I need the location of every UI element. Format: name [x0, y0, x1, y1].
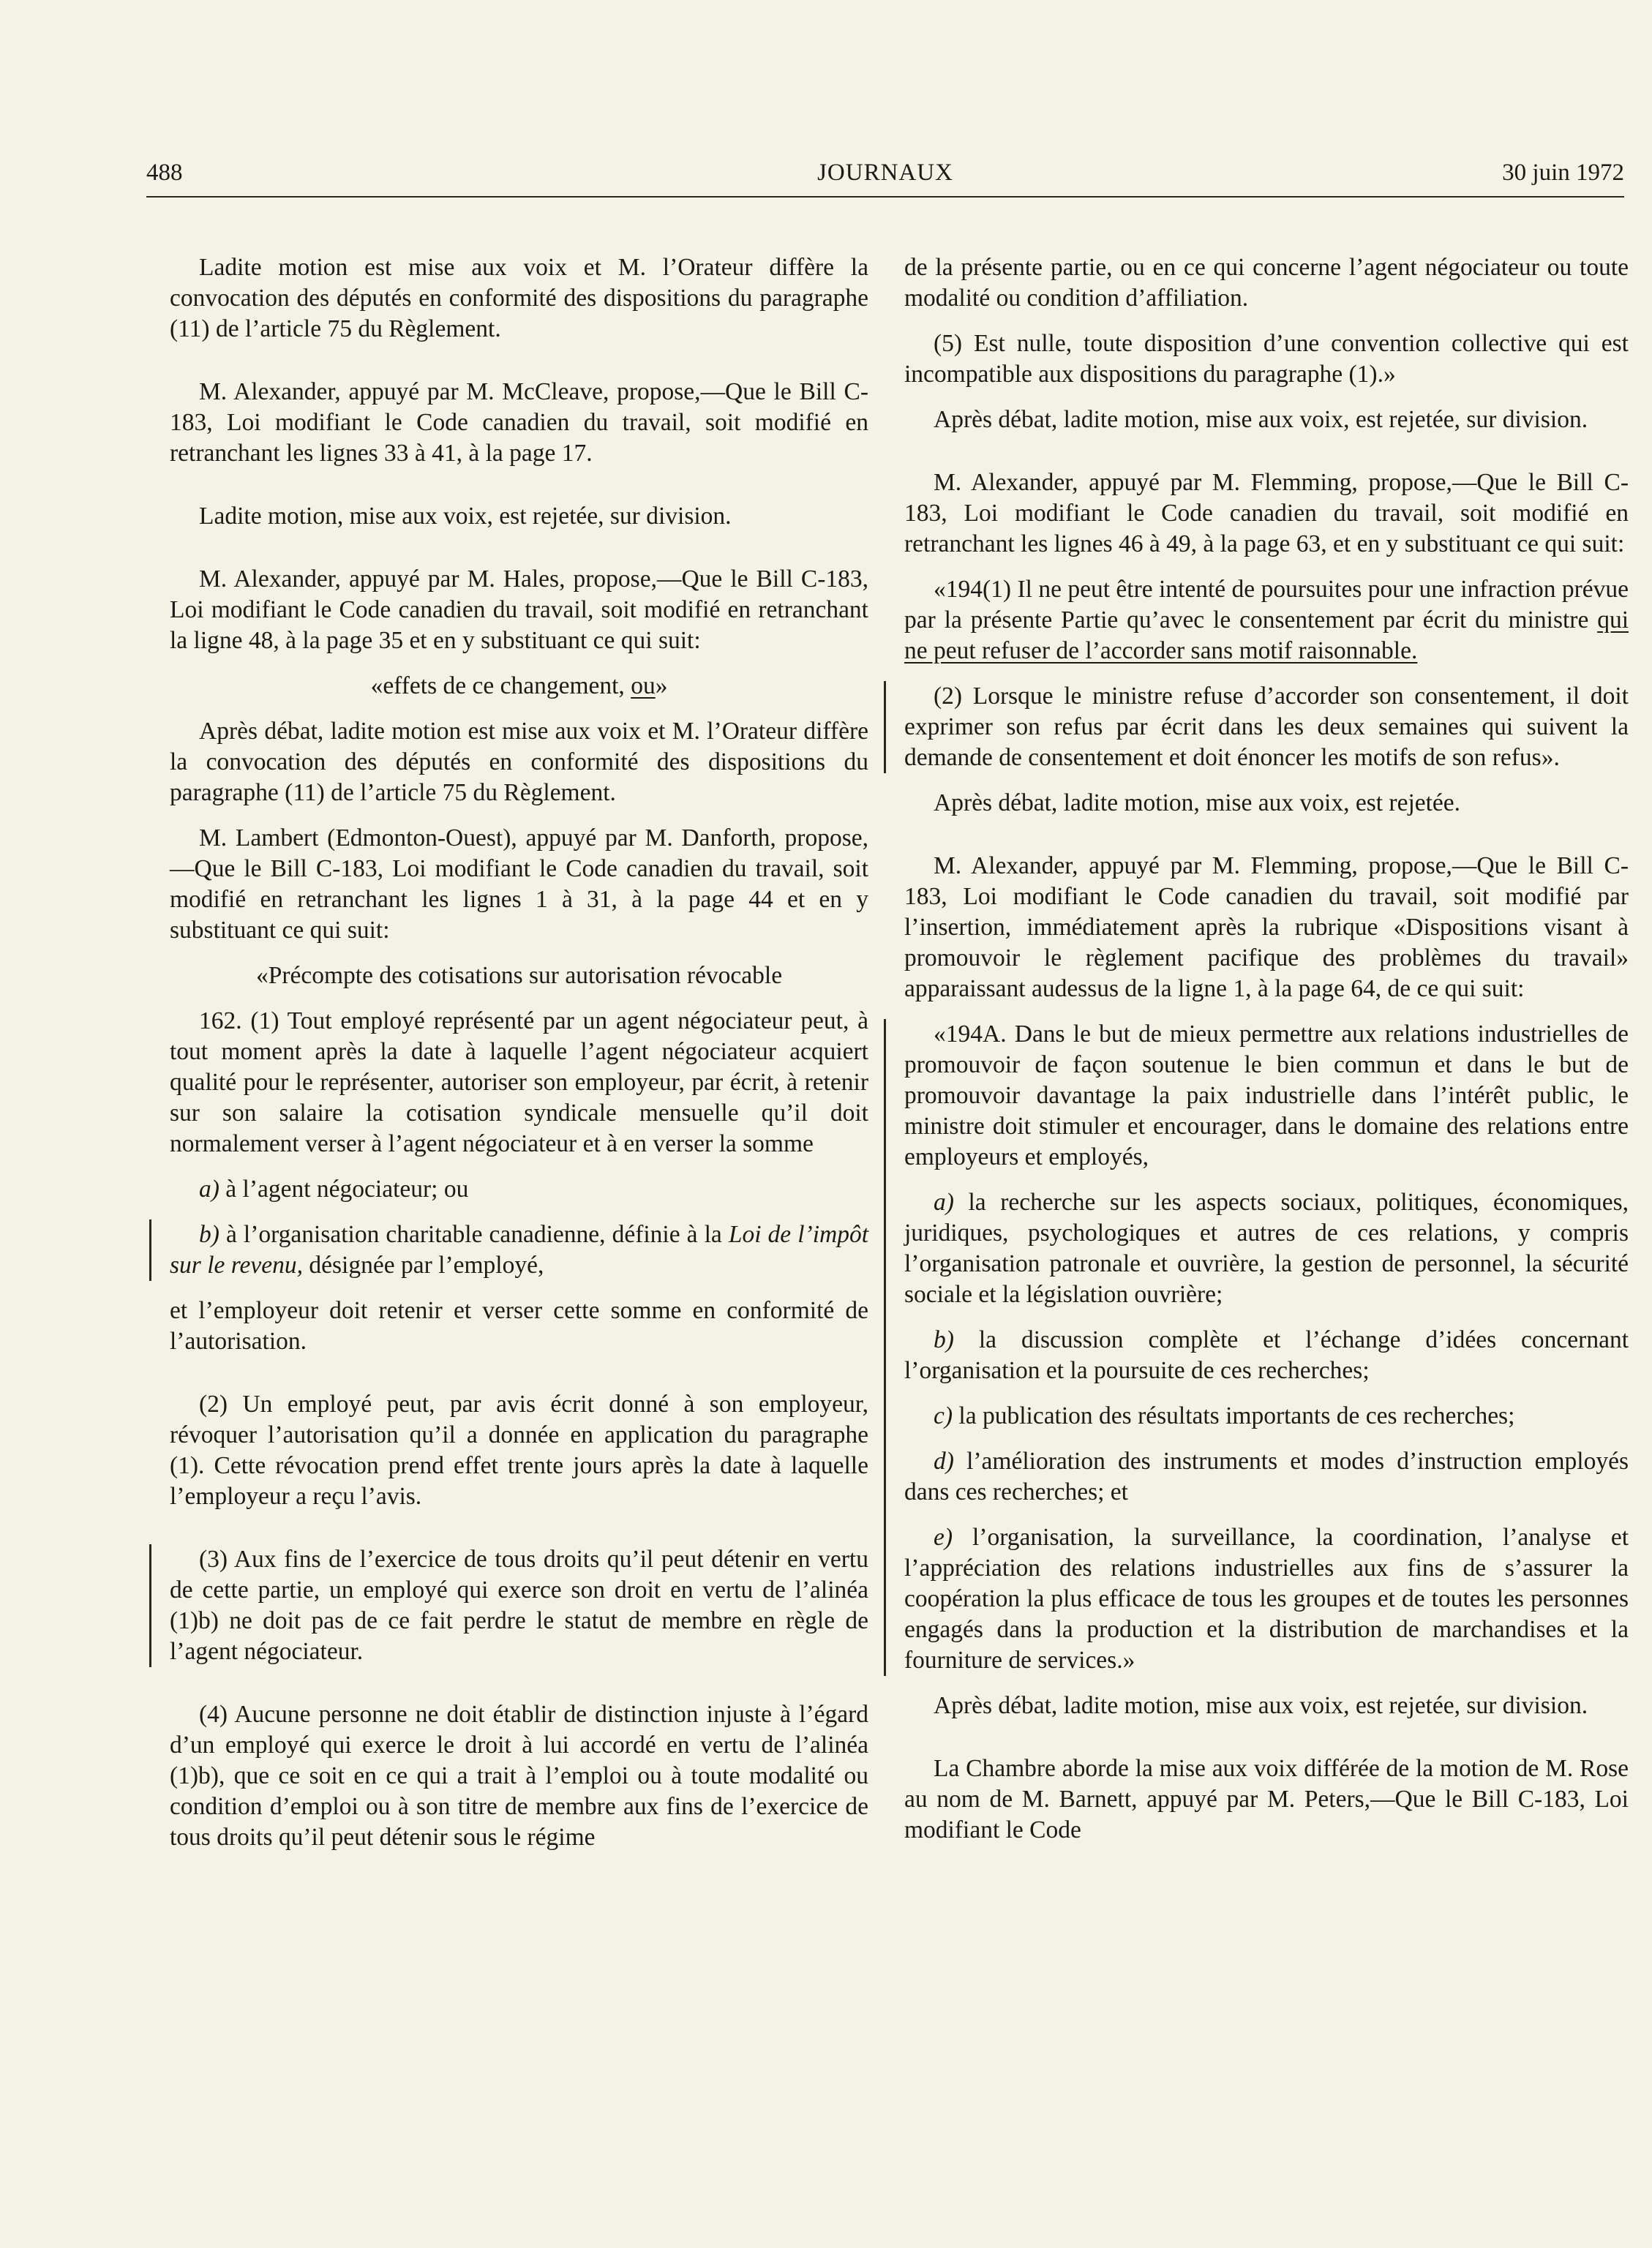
paragraph: (2) Lorsque le ministre refuse d’accorder son consentement, il doit exprimer son refus par écrit dans les deux semaines qui suivent la demande de consentement et doit énoncer les motifs de son refus».	[884, 681, 1629, 773]
paragraph: de la présente partie, ou en ce qui concerne l’agent négociateur ou toute modalité ou condition d’affiliation.	[904, 254, 1629, 312]
paragraph: Après débat, ladite motion, mise aux voix, est rejetée, sur division.	[934, 406, 1588, 433]
item-text: la discussion complète et l’échange d’idées concernant l’organisation et la poursuite de ces recherches;	[904, 1326, 1629, 1384]
paragraph: M. Lambert (Edmonton-Ouest), appuyé par M. Danforth, propose,—Que le Bill C-183, Loi modifiant le Code canadien du travail, soit modifié en retranchant les lignes 1 à 31, à la page 44 et en y substituant ce qui suit:	[170, 824, 868, 944]
item-label: c)	[934, 1402, 953, 1429]
page-title: JOURNAUX	[817, 159, 953, 186]
item-label: a)	[934, 1189, 954, 1216]
item-a	[170, 1174, 868, 1205]
item-label: e)	[934, 1524, 953, 1551]
paragraph: Ladite motion est mise aux voix et M. l’Orateur diffère la convocation des députés en conformité des dispositions du paragraphe (11) de l’article 75 du Règlement.	[170, 254, 868, 342]
item-e	[904, 1522, 1629, 1676]
item-text: la recherche sur les aspects sociaux, politiques, économiques, juridiques, psychologiques et autres de ces relations, y compris l’organisation patronale et ouvrière, la gestion de personnel, la sécurité sociale et la législation ouvrière;	[904, 1189, 1629, 1308]
section-heading: «Précompte des cotisations sur autorisation révocable	[255, 962, 783, 989]
underlined-text: ou	[631, 672, 656, 699]
item-label: d)	[934, 1448, 954, 1475]
paragraph: M. Alexander, appuyé par M. Flemming, propose,—Que le Bill C-183, Loi modifiant le Code canadien du travail, soit modifié par l’insertion, immédiatement après la rubrique «Dispositions visant à promouvoir le règlement pacifique des problèmes du travail» apparaissant audessus de la ligne 1, à la page 64, de ce qui suit:	[904, 852, 1629, 1002]
item-text: l’amélioration des instruments et modes d’instruction employés dans ces recherches; et	[904, 1448, 1629, 1505]
paragraph: Après débat, ladite motion est mise aux voix et M. l’Orateur diffère la convocation des députés en conformité des dispositions du paragraphe (11) de l’article 75 du Règlement.	[170, 718, 868, 806]
right-column	[904, 252, 1629, 1860]
underlined-text: qui ne peut refuser de l’accorder sans motif raisonnable.	[904, 606, 1629, 664]
quote-text: «effets de ce changement,	[370, 672, 631, 699]
paragraph: M. Alexander, appuyé par M. McCleave, propose,—Que le Bill C-183, Loi modifiant le Code canadien du travail, soit modifié en retranchant les lignes 33 à 41, à la page 17.	[170, 378, 868, 467]
item-c	[904, 1401, 1629, 1432]
subsection-5: (5) Est nulle, toute disposition d’une convention collective qui est incompatible aux dispositions du paragraphe (1).»	[904, 330, 1629, 388]
statute-title: Loi de l’impôt sur le revenu,	[170, 1221, 868, 1279]
item-text: à l’agent négociateur; ou	[219, 1176, 469, 1203]
quote-close: »	[655, 672, 668, 699]
item-text: la publication des résultats importants de ces recherches;	[953, 1402, 1515, 1429]
quoted-amendment	[904, 574, 1629, 666]
subsection-2: (2) Un employé peut, par avis écrit donné à son employeur, révoquer l’autorisation qu’il a donnée en application du paragraphe (1). Cette révocation prend effet trente jours après la date à laquelle l’employeur a reçu l’avis.	[170, 1391, 868, 1510]
item-text: désignée par l’employé,	[303, 1252, 544, 1279]
item-b	[904, 1325, 1629, 1386]
section-162: 162. (1) Tout employé représenté par un agent négociateur peut, à tout moment après la date à laquelle l’agent négociateur acquiert qualité pour le représenter, autoriser son employeur, par écrit, à retenir sur son salaire la cotisation syndicale mensuelle qu’il doit normalement verser à l’agent négociateur et à en verser la somme	[170, 1007, 868, 1157]
quoted-amendment	[170, 671, 868, 702]
paragraph: Après débat, ladite motion, mise aux voix, est rejetée.	[934, 789, 1461, 816]
item-text: à l’organisation charitable canadienne, définie à la	[219, 1221, 729, 1248]
paragraph: Après débat, ladite motion, mise aux voix, est rejetée, sur division.	[934, 1692, 1588, 1719]
left-column	[170, 252, 868, 1868]
quote-text: «194(1) Il ne peut être intenté de poursuites pour une infraction prévue par la présente Partie qu’avec le consentement par écrit du ministre	[904, 576, 1629, 634]
paragraph: et l’employeur doit retenir et verser cette somme en conformité de l’autorisation.	[170, 1297, 868, 1355]
paragraph: La Chambre aborde la mise aux voix différée de la motion de M. Rose au nom de M. Barnett, appuyé par M. Peters,—Que le Bill C-183, Loi modifiant le Code	[904, 1755, 1629, 1843]
item-a	[904, 1187, 1629, 1310]
paragraph: Ladite motion, mise aux voix, est rejetée, sur division.	[199, 503, 732, 530]
item-text: l’organisation, la surveillance, la coordination, l’analyse et l’appréciation des relations industrielles aux fins de s’assurer la coopération la plus efficace de tous les groupes et de toutes les personnes engagés dans la production et la distribution de marchandises et la fourniture de services.»	[904, 1524, 1629, 1674]
item-label: b)	[199, 1221, 219, 1248]
section-194a	[884, 1019, 1629, 1676]
subsection-4: (4) Aucune personne ne doit établir de distinction injuste à l’égard d’un employé qui exerce le droit à lui accordé en vertu de l’alinéa (1)b), que ce soit en ce qui a trait à l’emploi ou à toute modalité ou condition d’emploi ou à son titre de membre aux fins de l’exercice de tous droits qu’il peut détenir sous le régime	[170, 1701, 868, 1851]
page-header	[146, 159, 1624, 198]
item-label: b)	[934, 1326, 954, 1353]
paragraph: M. Alexander, appuyé par M. Flemming, propose,—Que le Bill C-183, Loi modifiant le Code canadien du travail, soit modifié en retranchant les lignes 46 à 49, à la page 63, et en y substituant ce qui suit:	[904, 469, 1629, 557]
paragraph: «194A. Dans le but de mieux permettre aux relations industrielles de promouvoir de façon soutenue le bien commun et dans le but de promouvoir davantage la paix industrielle dans l’intérêt public, le ministre doit stimuler et encourager, dans le domaine des relations entre employeurs et employés,	[904, 1020, 1629, 1170]
item-label: a)	[199, 1176, 219, 1203]
item-d	[904, 1446, 1629, 1508]
paragraph: M. Alexander, appuyé par M. Hales, propose,—Que le Bill C-183, Loi modifiant le Code canadien du travail, soit modifié en retranchant la ligne 48, à la page 35 et en y substituant ce qui suit:	[170, 565, 868, 654]
page-date: 30 juin 1972	[1502, 159, 1624, 186]
item-b	[149, 1219, 868, 1281]
subsection-3: (3) Aux fins de l’exercice de tous droits qu’il peut détenir en vertu de cette partie, un employé qui exerce son droit en vertu de l’alinéa (1)b) ne doit pas de ce fait perdre le statut de membre en règle de l’agent négociateur.	[149, 1544, 868, 1667]
page-number: 488	[146, 159, 183, 186]
